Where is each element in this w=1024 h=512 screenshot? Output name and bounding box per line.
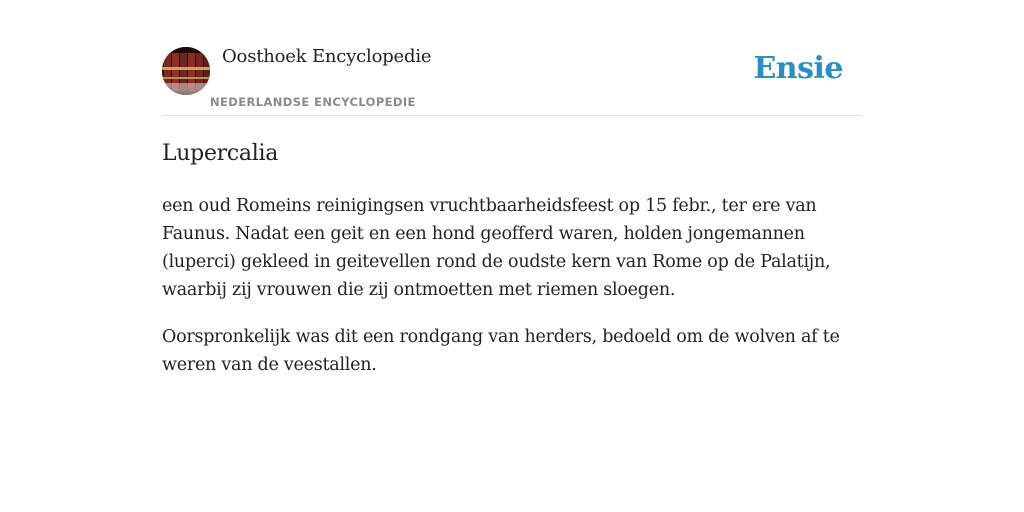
site-header <box>162 0 862 116</box>
article-paragraph: een oud Romeins reinigingsen vruchtbaarheidsfeest op 15 febr., ter ere van Faunus. Nadat een geit en een hond geofferd waren, holden jongemannen (luperci) gekleed in geitevellen rond de oudste kern van Rome op de Palatijn, waarbij zij vrouwen die zij ontmoetten met riemen sloegen. <box>162 196 831 300</box>
encyclopedia-books-icon[interactable] <box>162 47 210 95</box>
article-paragraph: Oorspronkelijk was dit een rondgang van herders, bedoeld om de wolven af te weren van de veestallen. <box>162 327 840 375</box>
article-title: Lupercalia <box>162 141 279 166</box>
article-body <box>162 192 862 398</box>
article-card <box>162 0 862 512</box>
site-name[interactable]: Oosthoek Encyclopedie <box>222 46 432 67</box>
site-subtitle: NEDERLANDSE ENCYCLOPEDIE <box>210 95 416 109</box>
ensie-logo[interactable]: Ensie <box>753 51 843 86</box>
